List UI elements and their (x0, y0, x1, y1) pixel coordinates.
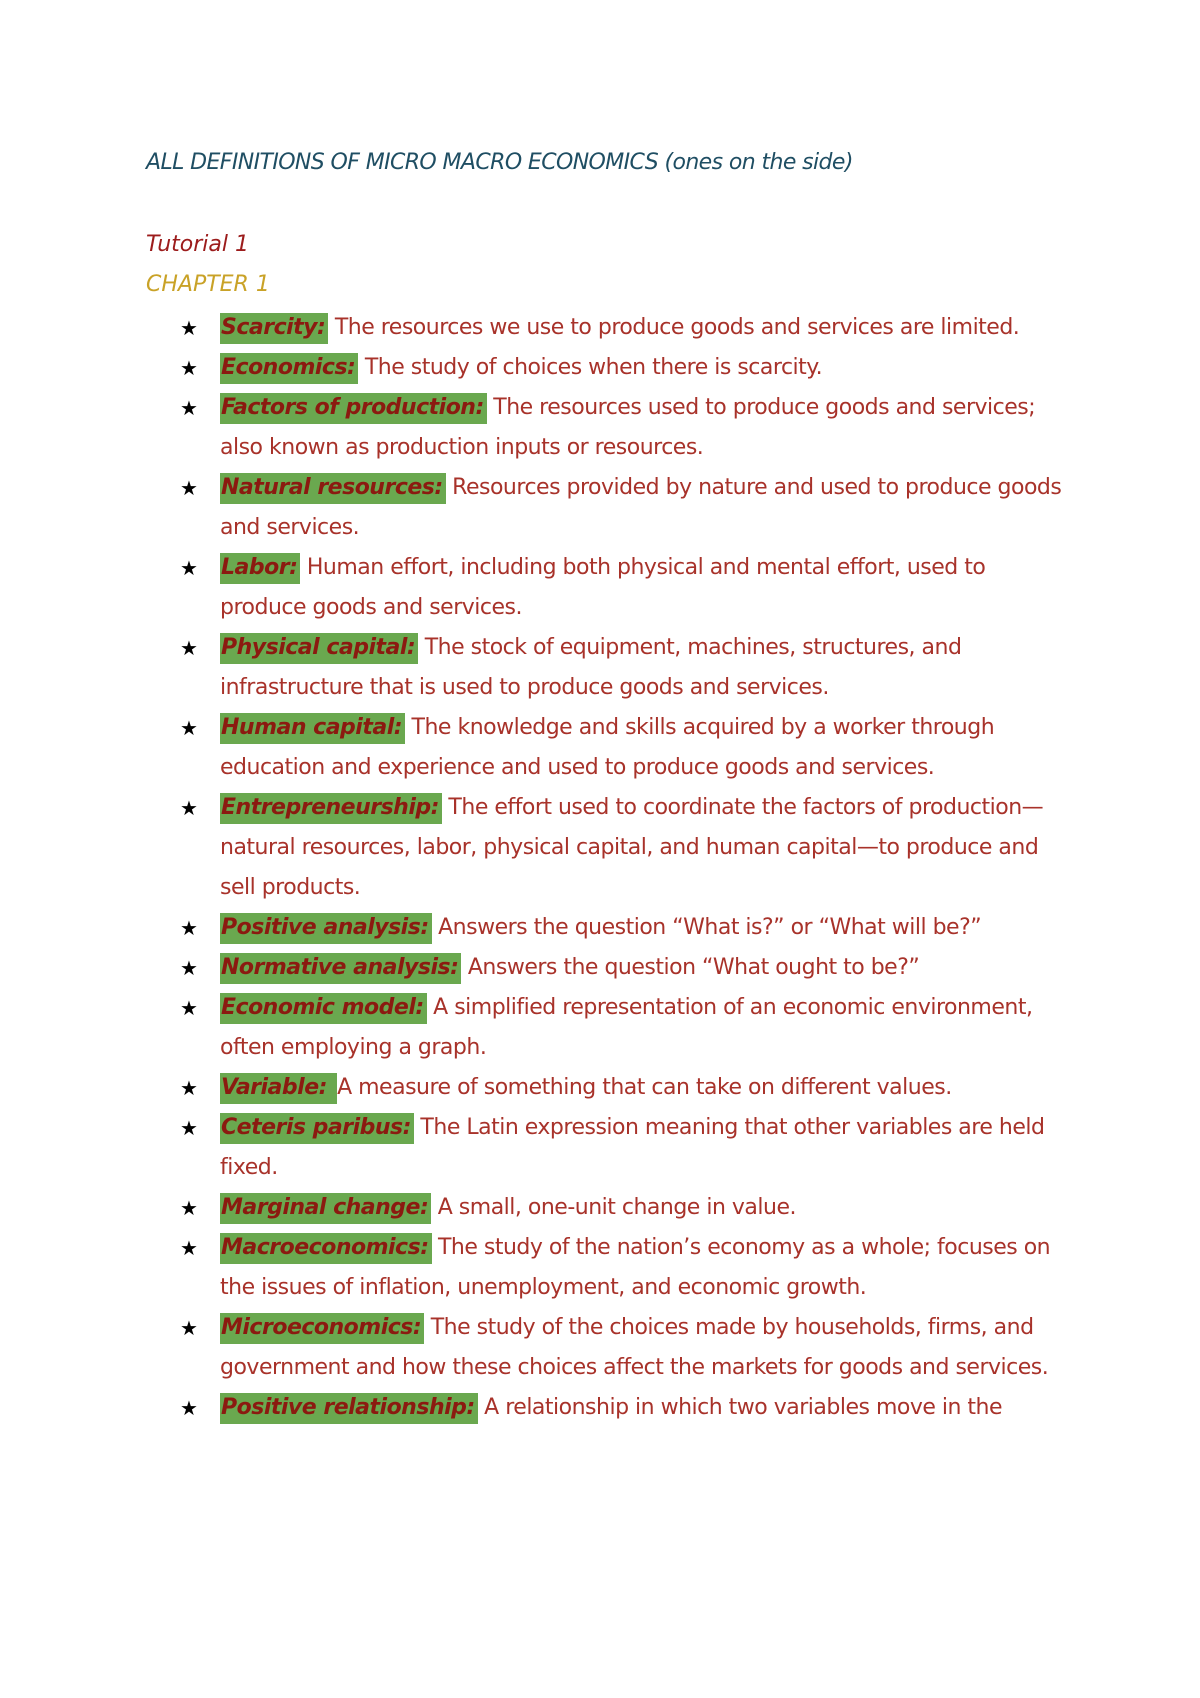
definition-item (176, 308, 1076, 348)
section-heading: Tutorial 1 (146, 232, 249, 257)
definition-text: The resources we use to produce goods and services are limited. (328, 315, 1020, 340)
definition-item (176, 628, 1076, 708)
definition-term: Natural resources: (220, 473, 446, 504)
definition-text: A relationship in which two variables move in the (477, 1395, 1003, 1420)
star-bullet-icon: ★ (180, 316, 198, 340)
star-bullet-icon: ★ (180, 1076, 198, 1100)
definition-text: The effort used to coordinate the factors of production—natural resources, labor, physical capital, and human capital—to produce and sell products. (220, 795, 1044, 900)
star-bullet-icon: ★ (180, 356, 198, 380)
definition-term: Marginal change: (220, 1193, 431, 1224)
definition-text: Human effort, including both physical and mental effort, used to produce goods and services. (220, 555, 986, 620)
definition-text: The study of the nation’s economy as a whole; focuses on the issues of inflation, unemployment, and economic growth. (220, 1235, 1051, 1300)
definition-text: The Latin expression meaning that other variables are held fixed. (220, 1115, 1045, 1180)
definition-item (176, 548, 1076, 628)
star-bullet-icon: ★ (180, 396, 198, 420)
star-bullet-icon: ★ (180, 476, 198, 500)
definition-text: Answers the question “What ought to be?” (461, 955, 920, 980)
definition-term: Human capital: (220, 713, 405, 744)
definition-text: A measure of something that can take on different values. (337, 1075, 952, 1100)
definition-term: Labor: (220, 553, 300, 584)
definition-item (176, 948, 1076, 988)
definition-text: The resources used to produce goods and services; also known as production inputs or resources. (220, 395, 1036, 460)
definition-term: Economic model: (220, 993, 427, 1024)
definition-item (176, 1188, 1076, 1228)
definition-text: Answers the question “What is?” or “What will be?” (431, 915, 982, 940)
star-bullet-icon: ★ (180, 1116, 198, 1140)
definition-text: Resources provided by nature and used to produce goods and services. (220, 475, 1062, 540)
star-bullet-icon: ★ (180, 1196, 198, 1220)
star-bullet-icon: ★ (180, 1316, 198, 1340)
definition-item (176, 988, 1076, 1068)
definition-term: Variable: (220, 1073, 337, 1104)
definition-item (176, 348, 1076, 388)
star-bullet-icon: ★ (180, 716, 198, 740)
definition-text: The knowledge and skills acquired by a worker through education and experience and used to produce goods and services. (220, 715, 995, 780)
definition-term: Factors of production: (220, 393, 487, 424)
star-bullet-icon: ★ (180, 636, 198, 660)
definition-list (176, 308, 1076, 1428)
star-bullet-icon: ★ (180, 1236, 198, 1260)
star-bullet-icon: ★ (180, 1396, 198, 1420)
definition-term: Normative analysis: (220, 953, 461, 984)
definition-text: The study of choices when there is scarcity. (358, 355, 823, 380)
definition-item (176, 1308, 1076, 1388)
definition-item (176, 388, 1076, 468)
definition-term: Microeconomics: (220, 1313, 424, 1344)
definition-item (176, 708, 1076, 788)
definition-term: Ceteris paribus: (220, 1113, 414, 1144)
definition-item (176, 1108, 1076, 1188)
definition-term: Physical capital: (220, 633, 418, 664)
definition-term: Positive relationship: (220, 1393, 478, 1424)
definition-text: The study of the choices made by households, firms, and government and how these choices affect the markets for goods and services. (220, 1315, 1049, 1380)
definition-item (176, 908, 1076, 948)
definition-term: Macroeconomics: (220, 1233, 432, 1264)
definition-term: Entrepreneurship: (220, 793, 442, 824)
definition-term: Economics: (220, 353, 358, 384)
chapter-heading: CHAPTER 1 (146, 272, 270, 297)
definition-item (176, 1228, 1076, 1308)
star-bullet-icon: ★ (180, 996, 198, 1020)
definition-term: Scarcity: (220, 313, 328, 344)
star-bullet-icon: ★ (180, 556, 198, 580)
definition-text: A small, one-unit change in value. (431, 1195, 796, 1220)
definition-item (176, 1068, 1076, 1108)
definition-item (176, 788, 1076, 908)
star-bullet-icon: ★ (180, 956, 198, 980)
document-title: ALL DEFINITIONS OF MICRO MACRO ECONOMICS (ones on the side) (146, 150, 853, 175)
star-bullet-icon: ★ (180, 916, 198, 940)
definition-text: A simplified representation of an economic environment, often employing a graph. (220, 995, 1033, 1060)
definition-item (176, 468, 1076, 548)
definition-term: Positive analysis: (220, 913, 432, 944)
definition-item (176, 1388, 1076, 1428)
star-bullet-icon: ★ (180, 796, 198, 820)
definition-text: The stock of equipment, machines, structures, and infrastructure that is used to produce goods and services. (220, 635, 962, 700)
